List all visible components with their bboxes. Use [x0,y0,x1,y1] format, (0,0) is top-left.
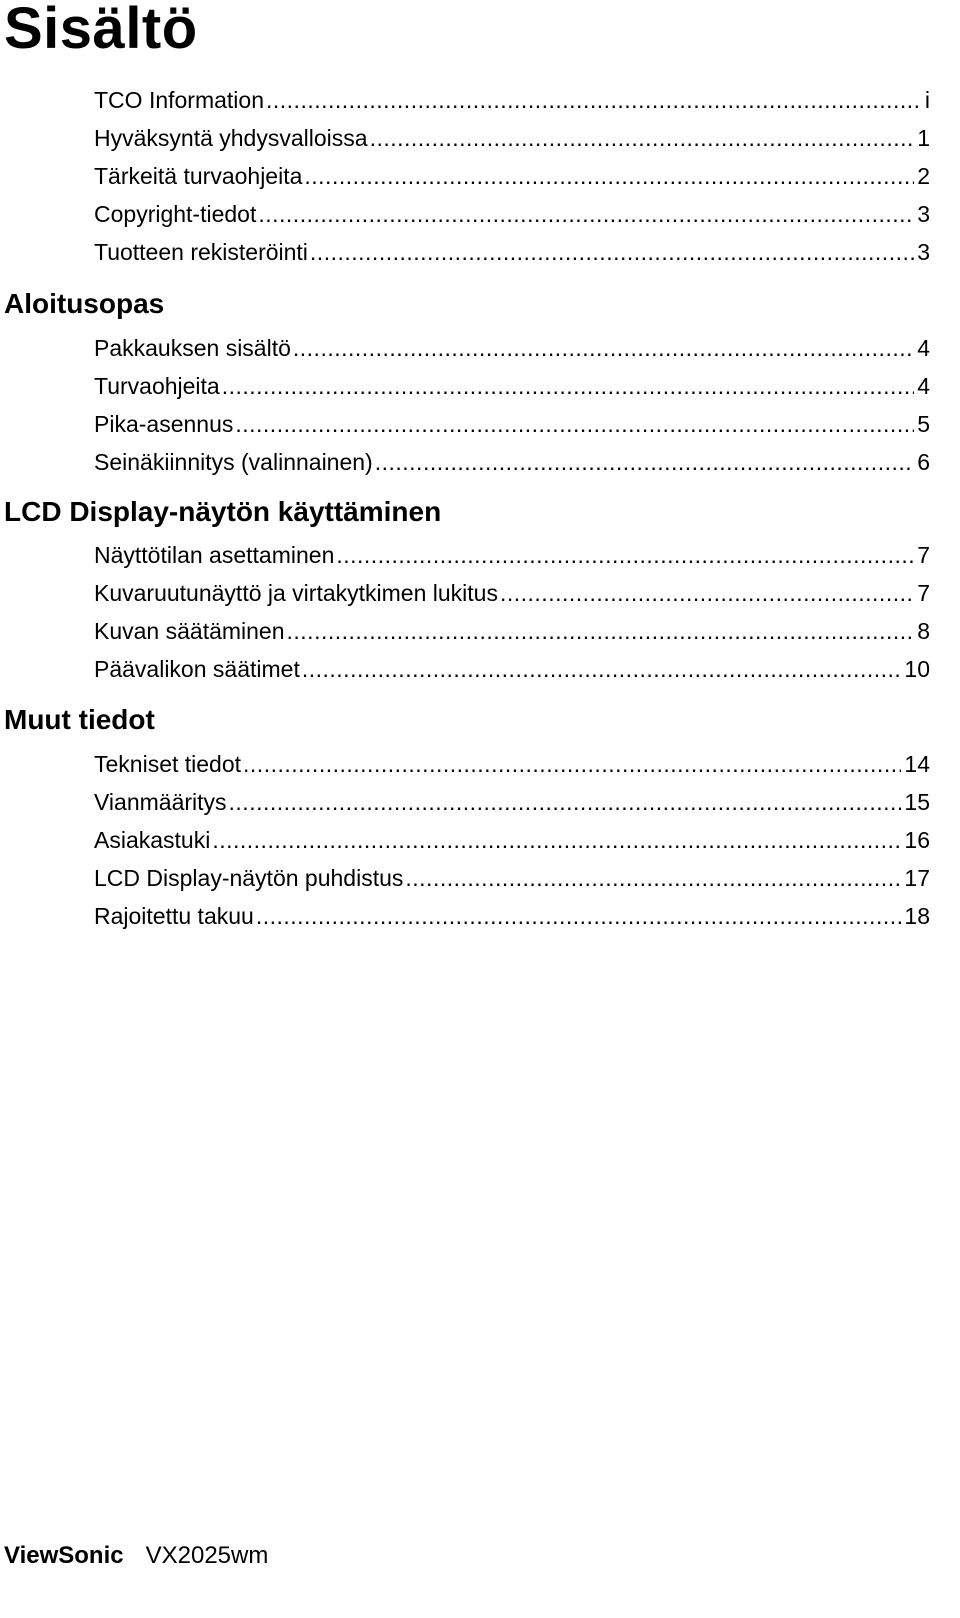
toc-entry-label: Tuotteen rekisteröinti [94,239,308,265]
toc-entry[interactable] [94,654,930,684]
toc-entry-page: 15 [904,789,930,815]
toc-entry[interactable] [94,371,930,401]
toc-entry[interactable] [94,199,930,229]
toc-entry[interactable] [94,333,930,363]
toc-entry-label: Copyright-tiedot [94,201,257,227]
toc-leader-dots [293,333,914,363]
toc-entry-label: Päävalikon säätimet [94,656,300,682]
toc-entry[interactable] [94,787,930,817]
toc-entry[interactable] [94,863,930,893]
page-title: Sisältö [4,0,198,61]
footer-brand: ViewSonic [4,1542,124,1569]
toc-leader-dots [304,161,914,191]
toc-entry-page: 17 [904,865,930,891]
toc-entry[interactable] [94,237,930,267]
toc-entry[interactable] [94,123,930,153]
toc-entry-label: Kuvan säätäminen [94,618,285,644]
toc-entry-page: 6 [917,449,930,475]
toc-leader-dots [287,616,915,646]
toc-entry-label: TCO Information [94,87,264,113]
toc-leader-dots [405,863,901,893]
toc-entry[interactable] [94,749,930,779]
toc-leader-dots [302,654,902,684]
toc-entry[interactable] [94,447,930,477]
toc-entry-page: 14 [904,751,930,777]
toc-entry-page: 10 [904,656,930,682]
toc-entry-page: 7 [917,542,930,568]
toc-leader-dots [212,825,901,855]
toc-leader-dots [256,901,902,931]
toc-entry-label: Näyttötilan asettaminen [94,542,335,568]
toc-entry-label: Tärkeitä turvaohjeita [94,163,303,189]
toc-entry-page: 18 [904,903,930,929]
toc-entry-page: 4 [917,373,930,399]
toc-entry-page: 7 [917,580,930,606]
toc-entry-label: Kuvaruutunäyttö ja virtakytkimen lukitus [94,580,498,606]
toc-entry-page: 3 [917,239,930,265]
toc-entry-label: Seinäkiinnitys (valinnainen) [94,449,373,475]
toc-entry[interactable] [94,825,930,855]
toc-leader-dots [375,447,914,477]
toc-entry[interactable] [94,578,930,608]
toc-leader-dots [258,199,914,229]
toc-entry-page: 2 [917,163,930,189]
section-heading: Muut tiedot [4,704,155,735]
toc-leader-dots [266,85,922,115]
toc-entry-label: Tekniset tiedot [94,751,242,777]
page-footer [4,1541,268,1571]
toc-entry-label: Hyväksyntä yhdysvalloissa [94,125,368,151]
toc-entry-label: Turvaohjeita [94,373,220,399]
toc-entry[interactable] [94,85,930,115]
toc-leader-dots [243,749,901,779]
toc-leader-dots [235,409,914,439]
toc-entry-label: Asiakastuki [94,827,211,853]
toc-entry[interactable] [94,409,930,439]
toc-entry-page: 1 [917,125,930,151]
footer-model: VX2025wm [145,1542,269,1569]
section-heading: LCD Display-näytön käyttäminen [4,496,442,527]
toc-leader-dots [310,237,914,267]
toc-entry-page: 8 [917,618,930,644]
toc-entry-label: Pakkauksen sisältö [94,335,291,361]
toc-leader-dots [370,123,915,153]
toc-entry-page: 16 [904,827,930,853]
toc-entry-label: Rajoitettu takuu [94,903,254,929]
toc-leader-dots [336,540,914,570]
toc-entry[interactable] [94,901,930,931]
toc-leader-dots [229,787,902,817]
toc-entry-label: Pika-asennus [94,411,234,437]
section-heading: Aloitusopas [4,288,165,319]
toc-entry-label: Vianmääritys [94,789,227,815]
toc-entry-label: LCD Display-näytön puhdistus [94,865,404,891]
toc-leader-dots [500,578,914,608]
toc-entry-page: 4 [917,335,930,361]
toc-leader-dots [222,371,914,401]
toc-entry[interactable] [94,161,930,191]
toc-entry-page: i [924,87,930,113]
toc-entry[interactable] [94,616,930,646]
toc-entry-page: 5 [917,411,930,437]
toc-entry[interactable] [94,540,930,570]
toc-entry-page: 3 [917,201,930,227]
